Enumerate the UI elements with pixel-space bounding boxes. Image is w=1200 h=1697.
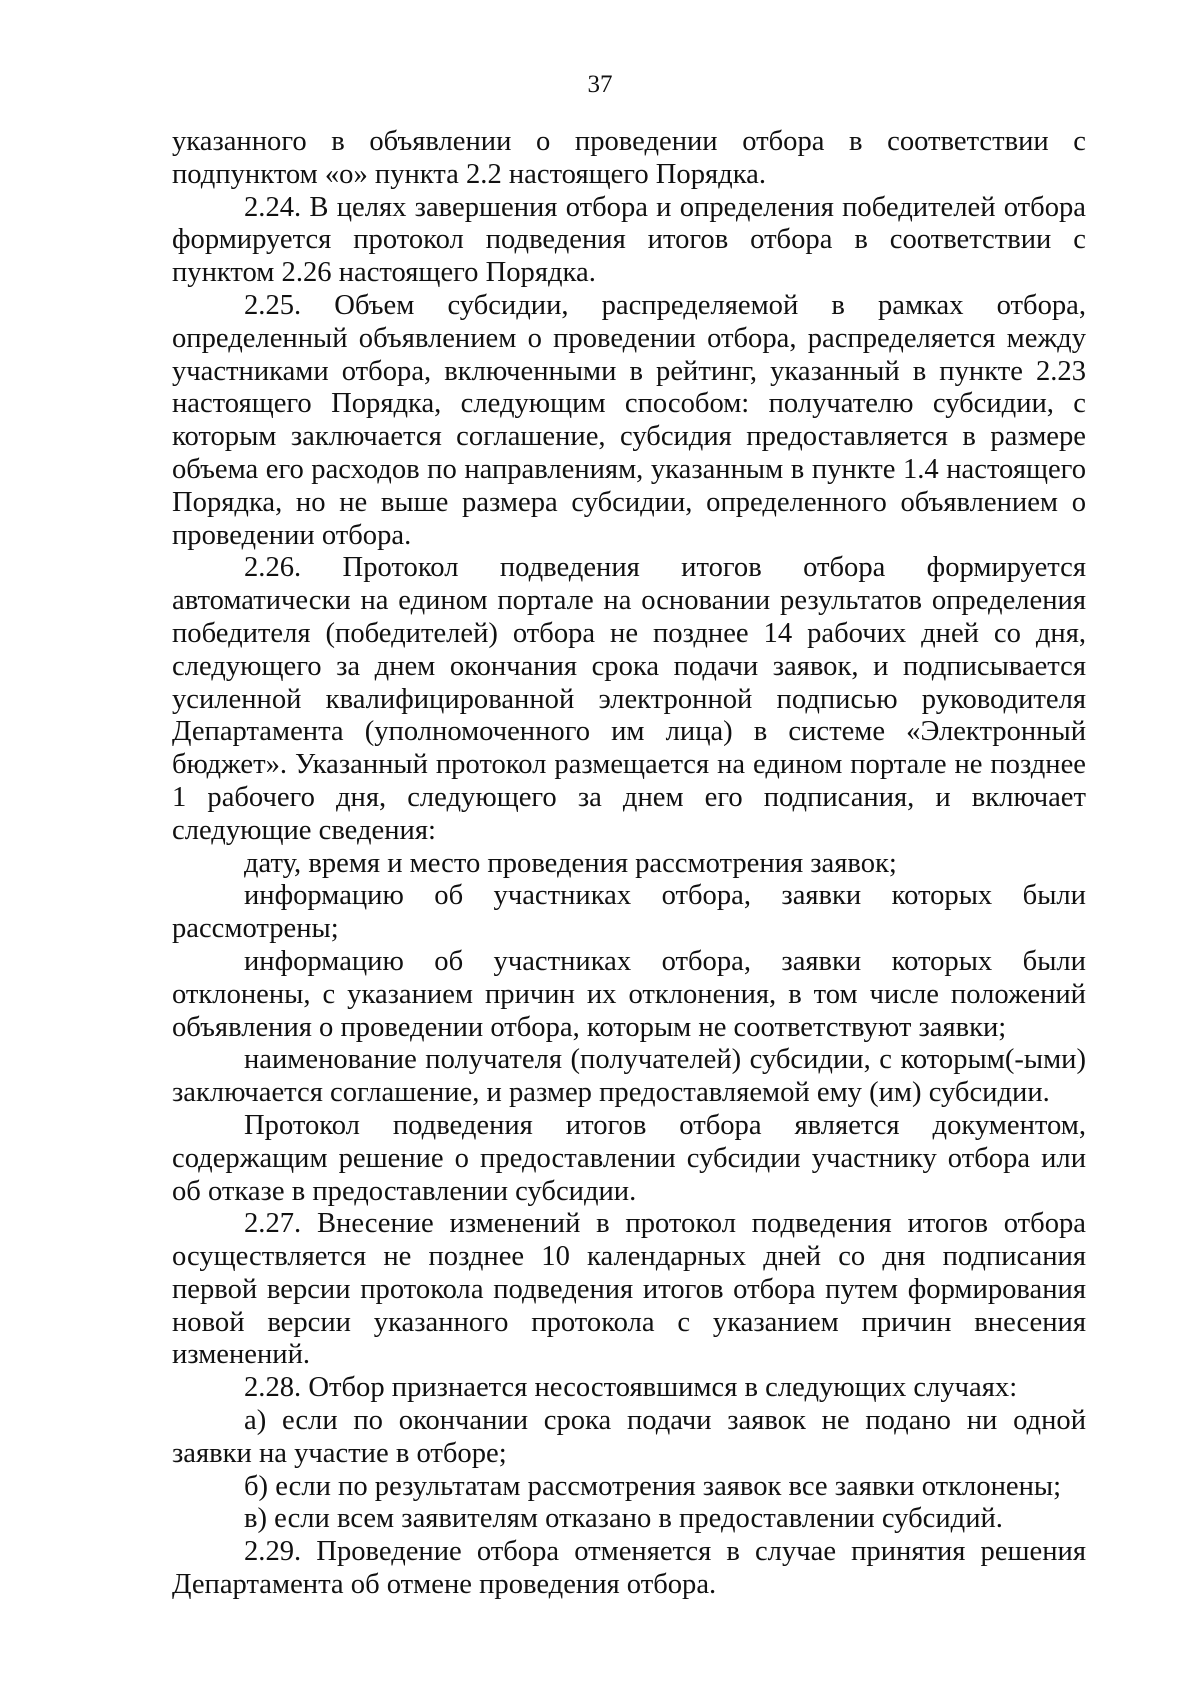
paragraph-2-26: 2.26. Протокол подведения итогов отбора формируется автоматически на едином портале на основании результатов определения победителя (победителей) отбора не позднее 14 рабочих дней со дня, следующего за днем окончания срока подачи заявок, и подписывается усиленной квалифицированной электронной подписью руководителя Департамента (уполномоченного им лица) в системе «Электронный бюджет». Указанный протокол размещается на едином портале не позднее 1 рабочего дня, следующего за днем его подписания, и включает следующие сведения: — [172, 552, 1086, 846]
list-item-a: а) если по окончании срока подачи заявок не подано ни одной заявки на участие в отборе; — [172, 1405, 1086, 1469]
list-item-reviewed-participants: информацию об участниках отбора, заявки которых были рассмотрены; — [172, 880, 1086, 945]
list-item-b: б) если по результатам рассмотрения заявок все заявки отклонены; — [244, 1470, 1062, 1502]
body-text — [172, 126, 1086, 1602]
paragraph-protocol-decision: Протокол подведения итогов отбора является документом, содержащим решение о предоставлении субсидии участнику отбора или об отказе в предоставлении субсидии. — [172, 1109, 1086, 1207]
paragraph-2-27: 2.27. Внесение изменений в протокол подведения итогов отбора осуществляется не позднее 10 календарных дней со дня подписания первой версии протокола подведения итогов отбора путем формирования новой версии указанного протокола с указанием причин внесения изменений. — [172, 1208, 1086, 1371]
list-item-rejected-participants: информацию об участниках отбора, заявки которых были отклонены, с указанием причин их отклонения, в том числе положений объявления о проведении отбора, которым не соответствуют заявки; — [172, 945, 1086, 1043]
paragraph-2-24: 2.24. В целях завершения отбора и определения победителей отбора формируется протокол подведения итогов отбора в соответствии с пунктом 2.26 настоящего Порядка. — [172, 191, 1086, 289]
paragraph-continuation: указанного в объявлении о проведении отбора в соответствии с подпунктом «о» пункта 2.2 настоящего Порядка. — [172, 126, 1086, 190]
list-item-date-time-place: дату, время и место проведения рассмотрения заявок; — [244, 847, 897, 879]
paragraph-2-29: 2.29. Проведение отбора отменяется в случае принятия решения Департамента об отмене проведения отбора. — [172, 1536, 1086, 1601]
paragraph-2-25: 2.25. Объем субсидии, распределяемой в рамках отбора, определенный объявлением о проведении отбора, распределяется между участниками отбора, включенными в рейтинг, указанный в пункте 2.23 настоящего Порядка, следующим способом: получателю субсидии, с которым заключается соглашение, субсидия предоставляется в размере объема его расходов по направлениям, указанным в пункте 1.4 настоящего Порядка, но не выше размера субсидии, определенного объявлением о проведении отбора. — [172, 289, 1086, 551]
paragraph-2-28: 2.28. Отбор признается несостоявшимся в следующих случаях: — [244, 1372, 1018, 1404]
list-item-v: в) если всем заявителям отказано в предоставлении субсидий. — [244, 1503, 1003, 1535]
list-item-recipient-name: наименование получателя (получателей) субсидии, с которым(-ыми) заключается соглашение, и размер предоставляемой ему (им) субсидии. — [172, 1044, 1086, 1109]
page-number: 37 — [587, 71, 613, 98]
